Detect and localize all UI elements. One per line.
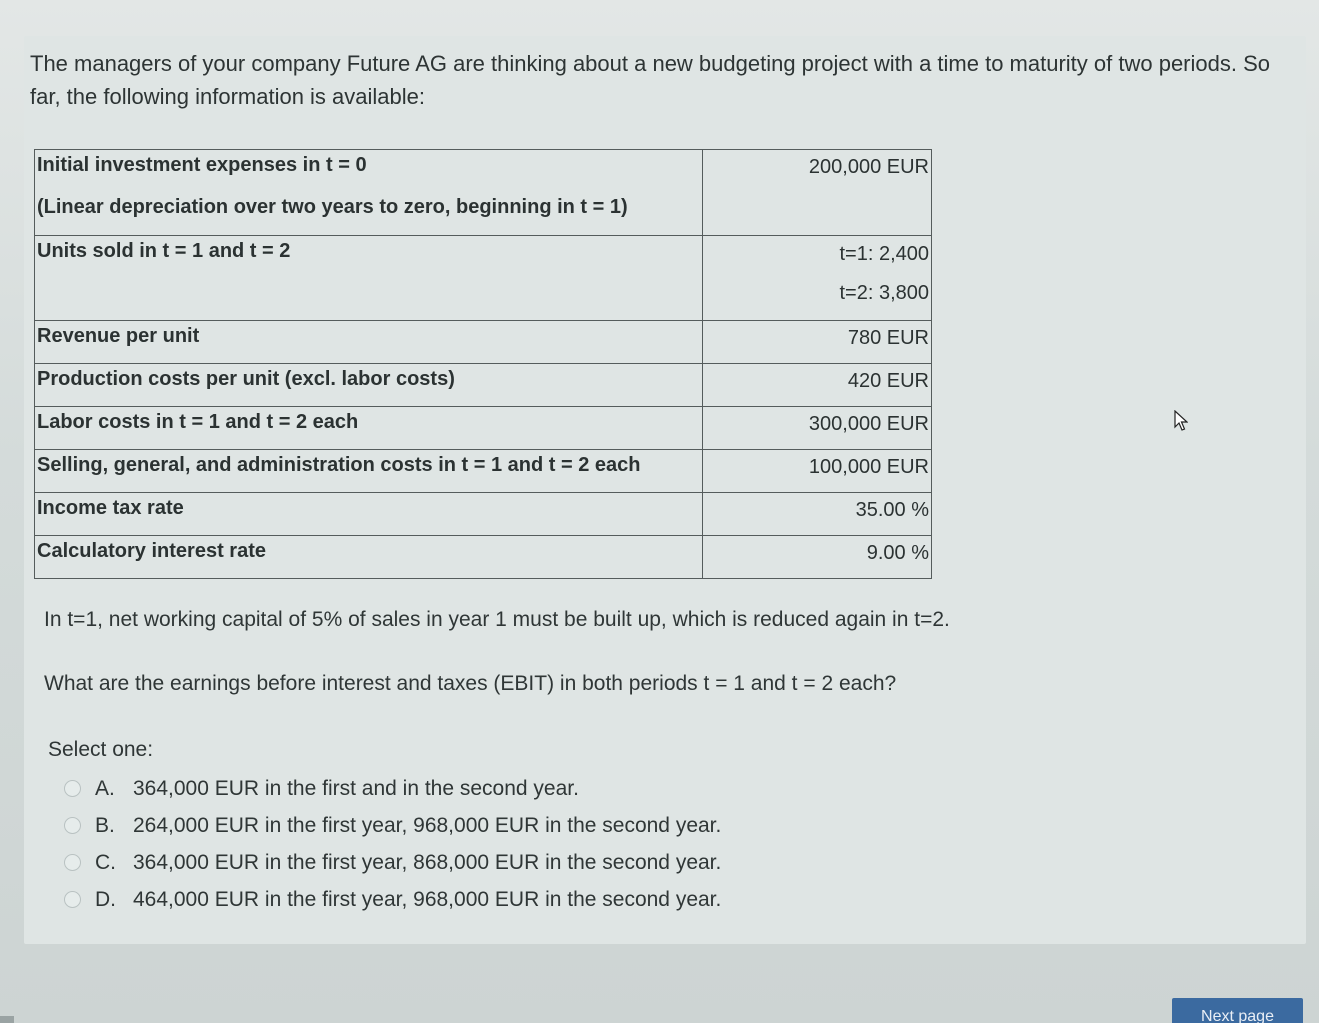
table-label-cell [35,321,703,364]
table-row [35,493,932,536]
table-label: Initial investment expenses in t = 0 [37,154,367,176]
option-letter: D. [95,887,116,911]
table-label: Labor costs in t = 1 and t = 2 each [37,411,359,433]
table-label-cell [35,407,703,450]
table-value-cell [703,364,932,407]
option-b[interactable] [64,807,721,844]
option-text: 364,000 EUR in the first year, 868,000 EUR in the second year. [133,850,722,874]
table-row [35,150,932,236]
table-label-cell [35,450,703,493]
question-prompt: What are the earnings before interest and taxes (EBIT) in both periods t = 1 and t = 2 each? [44,672,897,695]
table-label-cell [35,364,703,407]
table-value [703,192,929,234]
option-d[interactable] [64,881,721,918]
info-table [34,149,932,579]
table-value: 9.00 % [866,542,929,564]
table-row [35,450,932,493]
next-page-button[interactable]: Next page [1172,998,1303,1023]
option-text: 264,000 EUR in the first year, 968,000 EUR in the second year. [133,813,722,837]
select-one-label: Select one: [48,738,154,761]
option-text: 464,000 EUR in the first year, 968,000 EUR in the second year. [133,887,722,911]
table-value: t=1: 2,400 [839,243,929,265]
table-value-cell [703,493,932,536]
table-label: Units sold in t = 1 and t = 2 [37,240,291,262]
answer-options [64,770,721,918]
table-label: Revenue per unit [37,325,200,347]
option-letter: C. [95,850,116,874]
table-label [37,278,702,320]
screen-edge-mark [0,1016,14,1023]
table-row [35,321,932,364]
table-label: (Linear depreciation over two years to zero, beginning in t = 1) [37,196,628,218]
table-row [35,364,932,407]
table-row [35,536,932,579]
table-value: 300,000 EUR [808,413,929,435]
option-a[interactable] [64,770,721,807]
table-value-cell [703,407,932,450]
working-capital-note: In t=1, net working capital of 5% of sales in year 1 must be built up, which is reduced again in t=2. [44,608,950,631]
radio-button-a[interactable] [64,780,81,797]
table-value: 100,000 EUR [808,456,929,478]
table-label-cell [35,236,703,321]
option-text: 364,000 EUR in the first and in the second year. [133,776,579,800]
table-value: 35.00 % [855,499,929,521]
table-value: t=2: 3,800 [839,282,929,304]
table-value-cell [703,321,932,364]
table-label: Income tax rate [37,497,184,519]
table-label: Selling, general, and administration costs in t = 1 and t = 2 each [37,454,641,476]
table-label-cell [35,536,703,579]
table-label: Production costs per unit (excl. labor costs) [37,368,455,390]
option-letter: A. [95,776,115,800]
question-intro: The managers of your company Future AG are thinking about a new budgeting project with a time to maturity of two periods. So far, the following information is available: [30,51,1270,109]
radio-button-c[interactable] [64,854,81,871]
table-value-cell [703,450,932,493]
table-value-cell [703,236,932,321]
radio-button-b[interactable] [64,817,81,834]
table-value-cell [703,150,932,236]
mouse-pointer-icon [1174,410,1188,432]
table-row [35,407,932,450]
table-row [35,236,932,321]
table-value: 780 EUR [847,327,929,349]
table-value: 420 EUR [847,370,929,392]
option-c[interactable] [64,844,721,881]
table-value: 200,000 EUR [808,156,929,178]
table-label-cell [35,493,703,536]
table-value-cell [703,536,932,579]
radio-button-d[interactable] [64,891,81,908]
table-label-cell [35,150,703,236]
option-letter: B. [95,813,115,837]
table-label: Calculatory interest rate [37,540,266,562]
